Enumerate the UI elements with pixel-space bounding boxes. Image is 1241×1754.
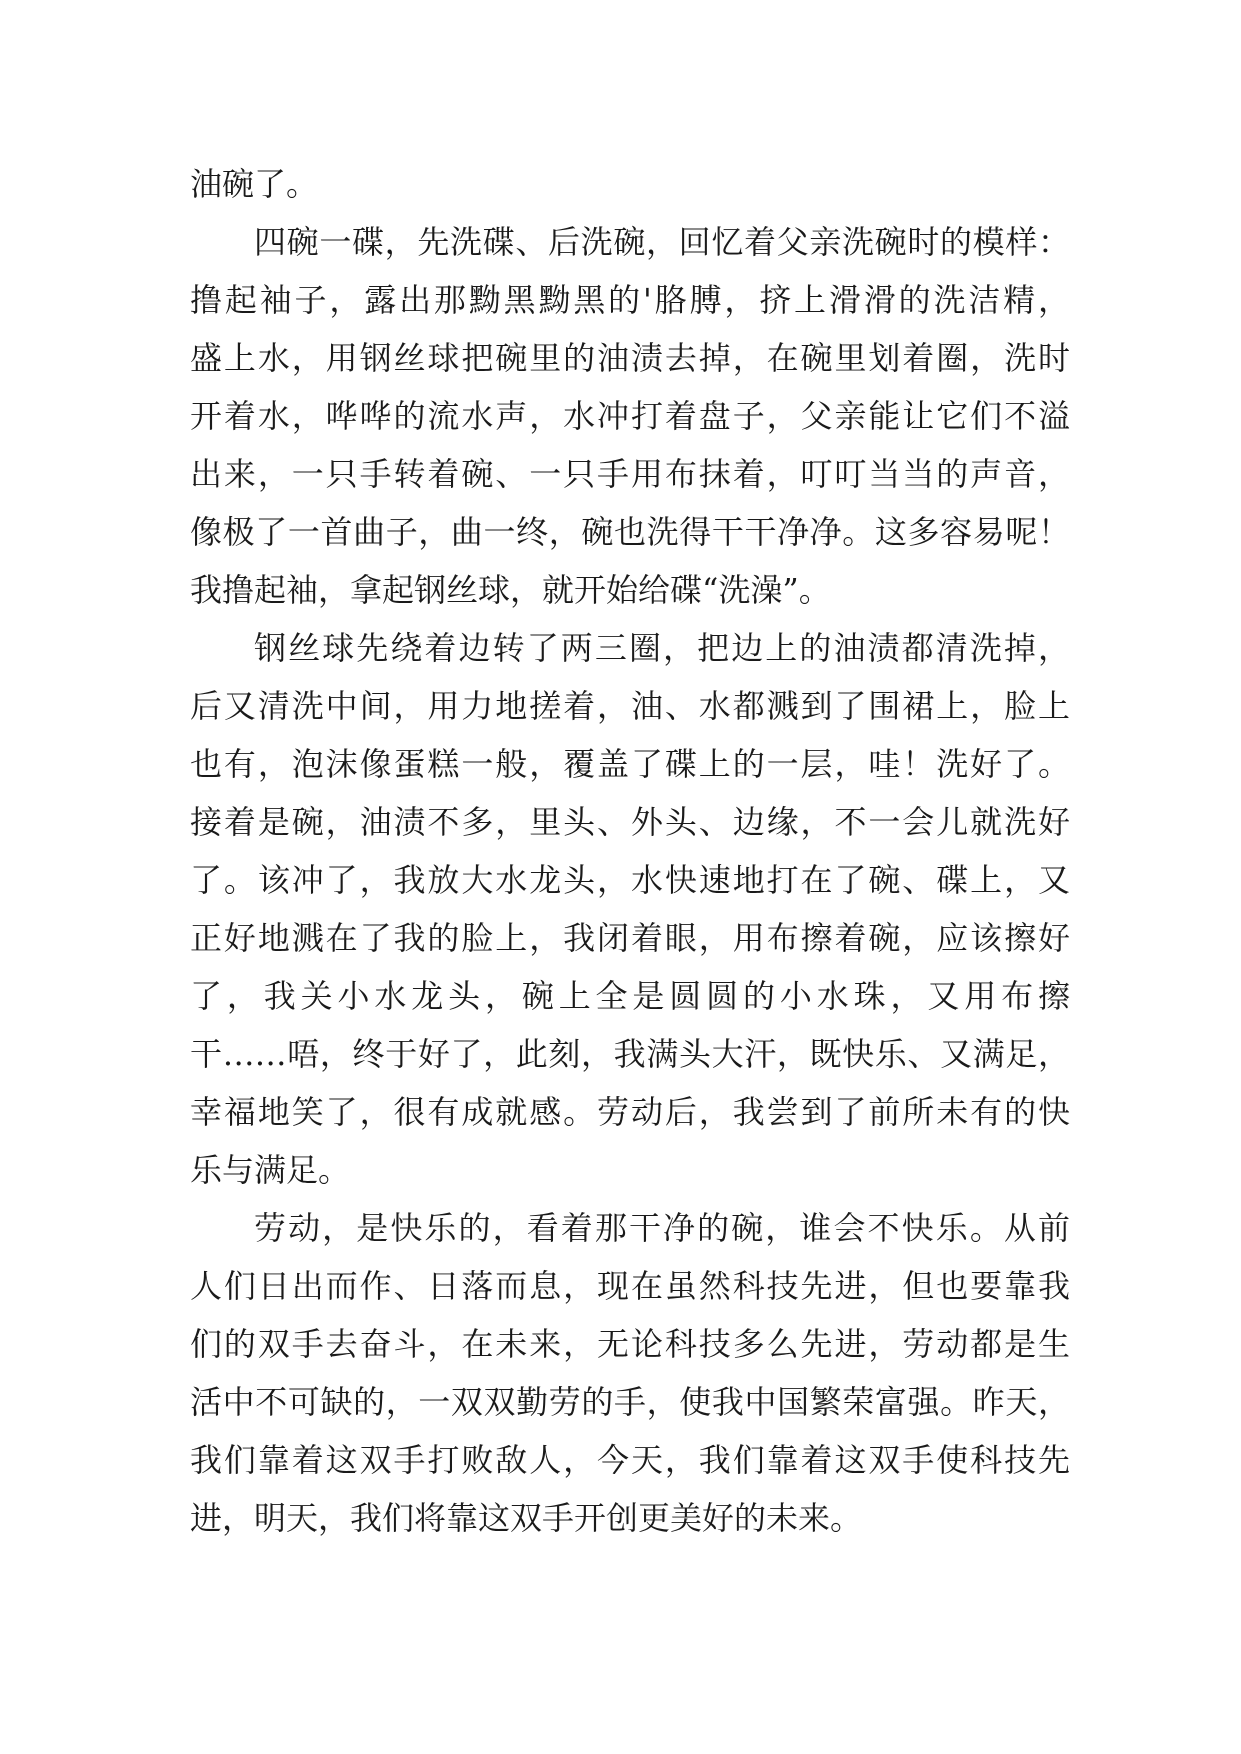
text-line: 乐与满足。 xyxy=(190,1151,351,1189)
text-line: 盛上水，用钢丝球把碗里的油渍去掉，在碗里划着圈，洗时 xyxy=(190,339,1070,377)
text-line: 也有，泡沫像蛋糕一般，覆盖了碟上的一层，哇！洗好了。 xyxy=(190,745,1070,783)
document-body xyxy=(190,155,1070,1547)
text-line: 油碗了。 xyxy=(190,165,319,203)
text-line: 们的双手去奋斗，在未来，无论科技多么先进，劳动都是生 xyxy=(190,1325,1070,1363)
text-line: 四碗一碟，先洗碟、后洗碗，回忆着父亲洗碗时的模样： xyxy=(254,223,1070,261)
text-line: 进，明天，我们将靠这双手开创更美好的未来。 xyxy=(190,1499,863,1537)
text-line: 我们靠着这双手打败敌人，今天，我们靠着这双手使科技先 xyxy=(190,1441,1070,1479)
text-line: 出来，一只手转着碗、一只手用布抹着，叮叮当当的声音， xyxy=(190,455,1070,493)
text-line: 像极了一首曲子，曲一终，碗也洗得干干净净。这多容易呢！ xyxy=(190,513,1070,551)
text-line: 接着是碗，油渍不多，里头、外头、边缘，不一会儿就洗好 xyxy=(190,803,1070,841)
text-line: 后又清洗中间，用力地搓着，油、水都溅到了围裙上，脸上 xyxy=(190,687,1070,725)
text-line: 了，我关小水龙头，碗上全是圆圆的小水珠，又用布擦 xyxy=(190,977,1070,1015)
text-line: 开着水，哗哗的流水声，水冲打着盘子，父亲能让它们不溢 xyxy=(190,397,1070,435)
text-line: 我撸起袖，拿起钢丝球，就开始给碟“洗澡”。 xyxy=(190,571,831,609)
text-line: 干……唔，终于好了，此刻，我满头大汗，既快乐、又满足， xyxy=(190,1035,1070,1073)
text-line: 钢丝球先绕着边转了两三圈，把边上的油渍都清洗掉， xyxy=(254,629,1070,667)
text-line: 撸起袖子，露出那黝黑黝黑的'胳膊，挤上滑滑的洗洁精， xyxy=(190,281,1070,319)
text-line: 正好地溅在了我的脸上，我闭着眼，用布擦着碗，应该擦好 xyxy=(190,919,1070,957)
text-line: 幸福地笑了，很有成就感。劳动后，我尝到了前所未有的快 xyxy=(190,1093,1070,1131)
text-line: 活中不可缺的，一双双勤劳的手，使我中国繁荣富强。昨天， xyxy=(190,1383,1070,1421)
text-line: 人们日出而作、日落而息，现在虽然科技先进，但也要靠我 xyxy=(190,1267,1070,1305)
text-line: 劳动，是快乐的，看着那干净的碗，谁会不快乐。从前 xyxy=(254,1209,1070,1247)
text-line: 了。该冲了，我放大水龙头，水快速地打在了碗、碟上，又 xyxy=(190,861,1070,899)
